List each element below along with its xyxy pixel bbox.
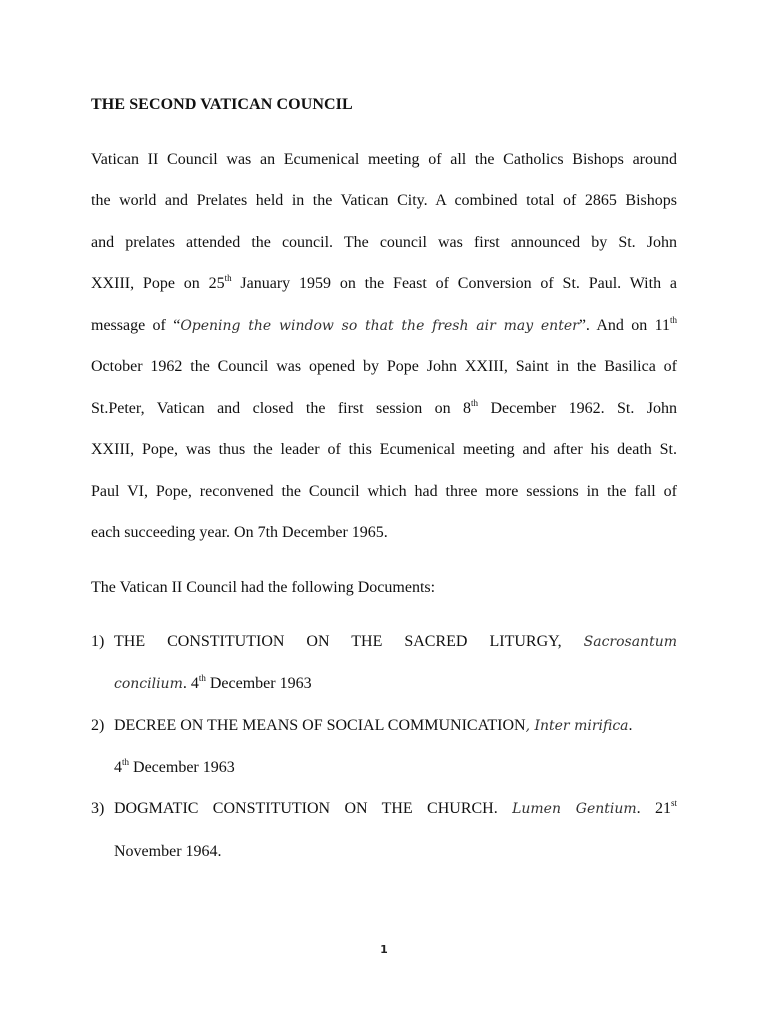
list-text: THE CONSTITUTION ON THE SACRED LITURGY, Sacrosantum xyxy=(114,633,677,650)
superscript: st xyxy=(670,798,677,808)
latin-title: concilium xyxy=(114,676,183,692)
list-number: 2) xyxy=(91,717,105,734)
quote-text: Opening the window so that the fresh air may enter xyxy=(180,318,579,334)
paragraph-line: each succeeding year. On 7th December 1965. xyxy=(91,524,388,541)
paragraph-line: XXIII, Pope on 25th January 1959 on the Feast of Conversion of St. Paul. With a xyxy=(91,273,677,292)
superscript: th xyxy=(122,757,130,767)
latin-title: Lumen Gentium xyxy=(512,801,637,817)
superscript: th xyxy=(224,273,232,283)
paragraph-line: Vatican II Council was an Ecumenical meeting of all the Catholics Bishops around xyxy=(91,151,677,168)
paragraph-line: and prelates attended the council. The council was first announced by St. John xyxy=(91,234,677,251)
paragraph-line: XXIII, Pope, was thus the leader of this Ecumenical meeting and after his death St. xyxy=(91,441,677,458)
superscript: th xyxy=(198,673,206,683)
list-number: 1) xyxy=(91,633,105,650)
list-item-continuation: 4th December 1963 xyxy=(114,757,235,776)
documents-intro: The Vatican II Council had the following Documents: xyxy=(91,579,436,596)
superscript: th xyxy=(670,315,678,325)
paragraph-line: message of “Opening the window so that the fresh air may enter”. And on 11th xyxy=(91,315,678,334)
latin-title: Sacrosantum xyxy=(583,634,677,650)
list-text: DECREE ON THE MEANS OF SOCIAL COMMUNICATION, Inter mirifica. xyxy=(114,717,633,734)
paragraph-line: the world and Prelates held in the Vatican City. A combined total of 2865 Bishops xyxy=(91,192,677,209)
paragraph-line: October 1962 the Council was opened by Pope John XXIII, Saint in the Basilica of xyxy=(91,358,677,375)
list-text: DOGMATIC CONSTITUTION ON THE CHURCH. Lumen Gentium. 21st xyxy=(114,798,677,817)
list-number: 3) xyxy=(91,800,105,817)
list-item-continuation: November 1964. xyxy=(114,843,222,860)
latin-title: , Inter mirifica xyxy=(525,718,629,734)
page-number: 1 xyxy=(380,943,388,956)
paragraph-line: Paul VI, Pope, reconvened the Council which had three more sessions in the fall of xyxy=(91,483,677,500)
document-title: THE SECOND VATICAN COUNCIL xyxy=(91,96,353,113)
list-item-continuation: concilium. 4th December 1963 xyxy=(114,673,312,692)
paragraph-line: St.Peter, Vatican and closed the first session on 8th December 1962. St. John xyxy=(91,398,677,417)
superscript: th xyxy=(471,398,479,408)
